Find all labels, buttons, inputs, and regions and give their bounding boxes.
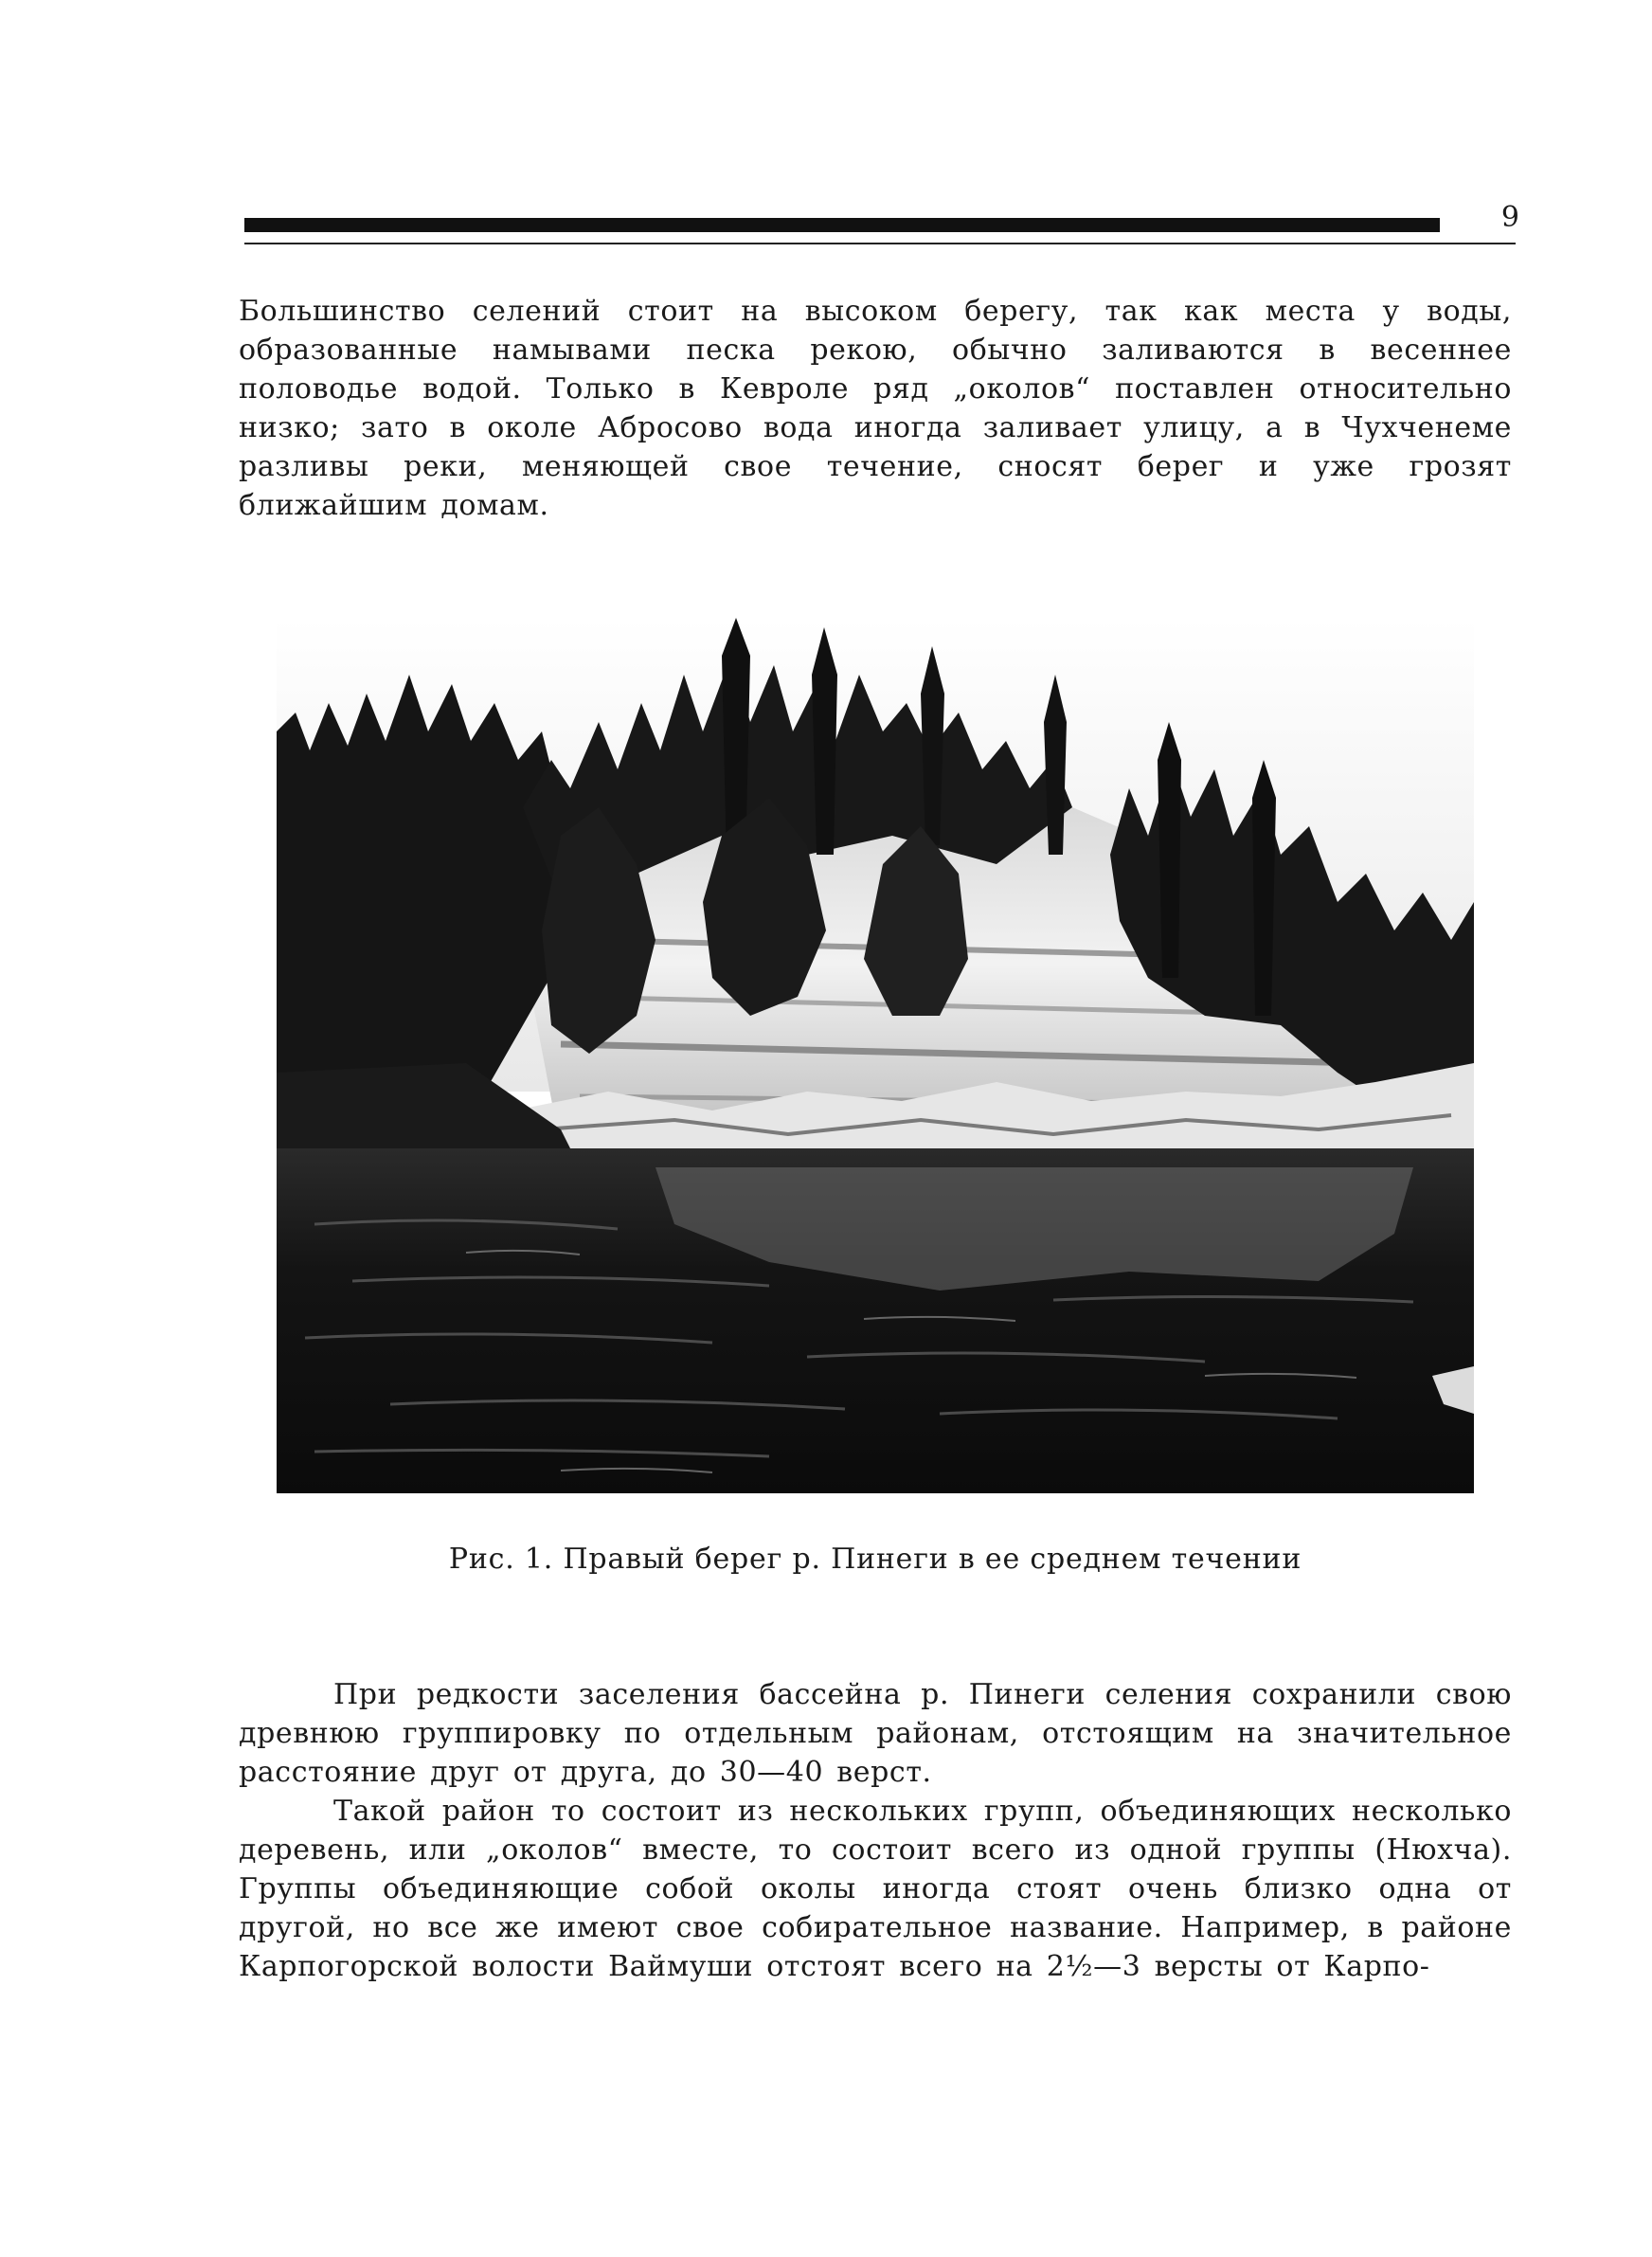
page-header <box>244 201 1519 248</box>
figure-photo <box>277 618 1474 1493</box>
body-paragraph-1: При редкости заселения бассейна р. Пинеги селения сохранили свою древнюю группировку по отдельным районам, отстоящим на значительное расстояние друг от друга, до 30—40 верст. <box>239 1678 1512 1789</box>
body-paragraph-2: Такой район то состоит из нескольких групп, объединяющих несколько деревень, или „околов“ вместе, то состоит всего из одной группы (Нюхча). Группы объединяющие собой околы иногда стоят очень близко одна от другой, но все же имеют свое собирательное название. Например, в районе Карпогорской волости Ваймуши отстоят всего на 2½—3 версты от Карпо- <box>239 1795 1512 1983</box>
figure-caption: Рис. 1. Правый берег р. Пинеги в ее среднем течении <box>448 1543 1302 1576</box>
intro-text-block <box>239 292 1512 525</box>
page-number: 9 <box>1500 201 1519 234</box>
body-text-block <box>239 1675 1512 1986</box>
intro-paragraph: Большинство селений стоит на высоком берегу, так как места у воды, образованные намывами песка рекою, обычно заливаются в весеннее половодье водой. Только в Кевроле ряд „околов“ поставлен относительно низко; зато в околе Абросово вода иногда заливает улицу, а в Чухченеме разливы реки, меняющей свое течение, сносят берег и уже грозят ближайшим домам. <box>239 295 1512 522</box>
header-rule-thin <box>244 243 1516 244</box>
river-bank-photo <box>277 618 1474 1493</box>
header-rule-thick <box>244 218 1440 232</box>
